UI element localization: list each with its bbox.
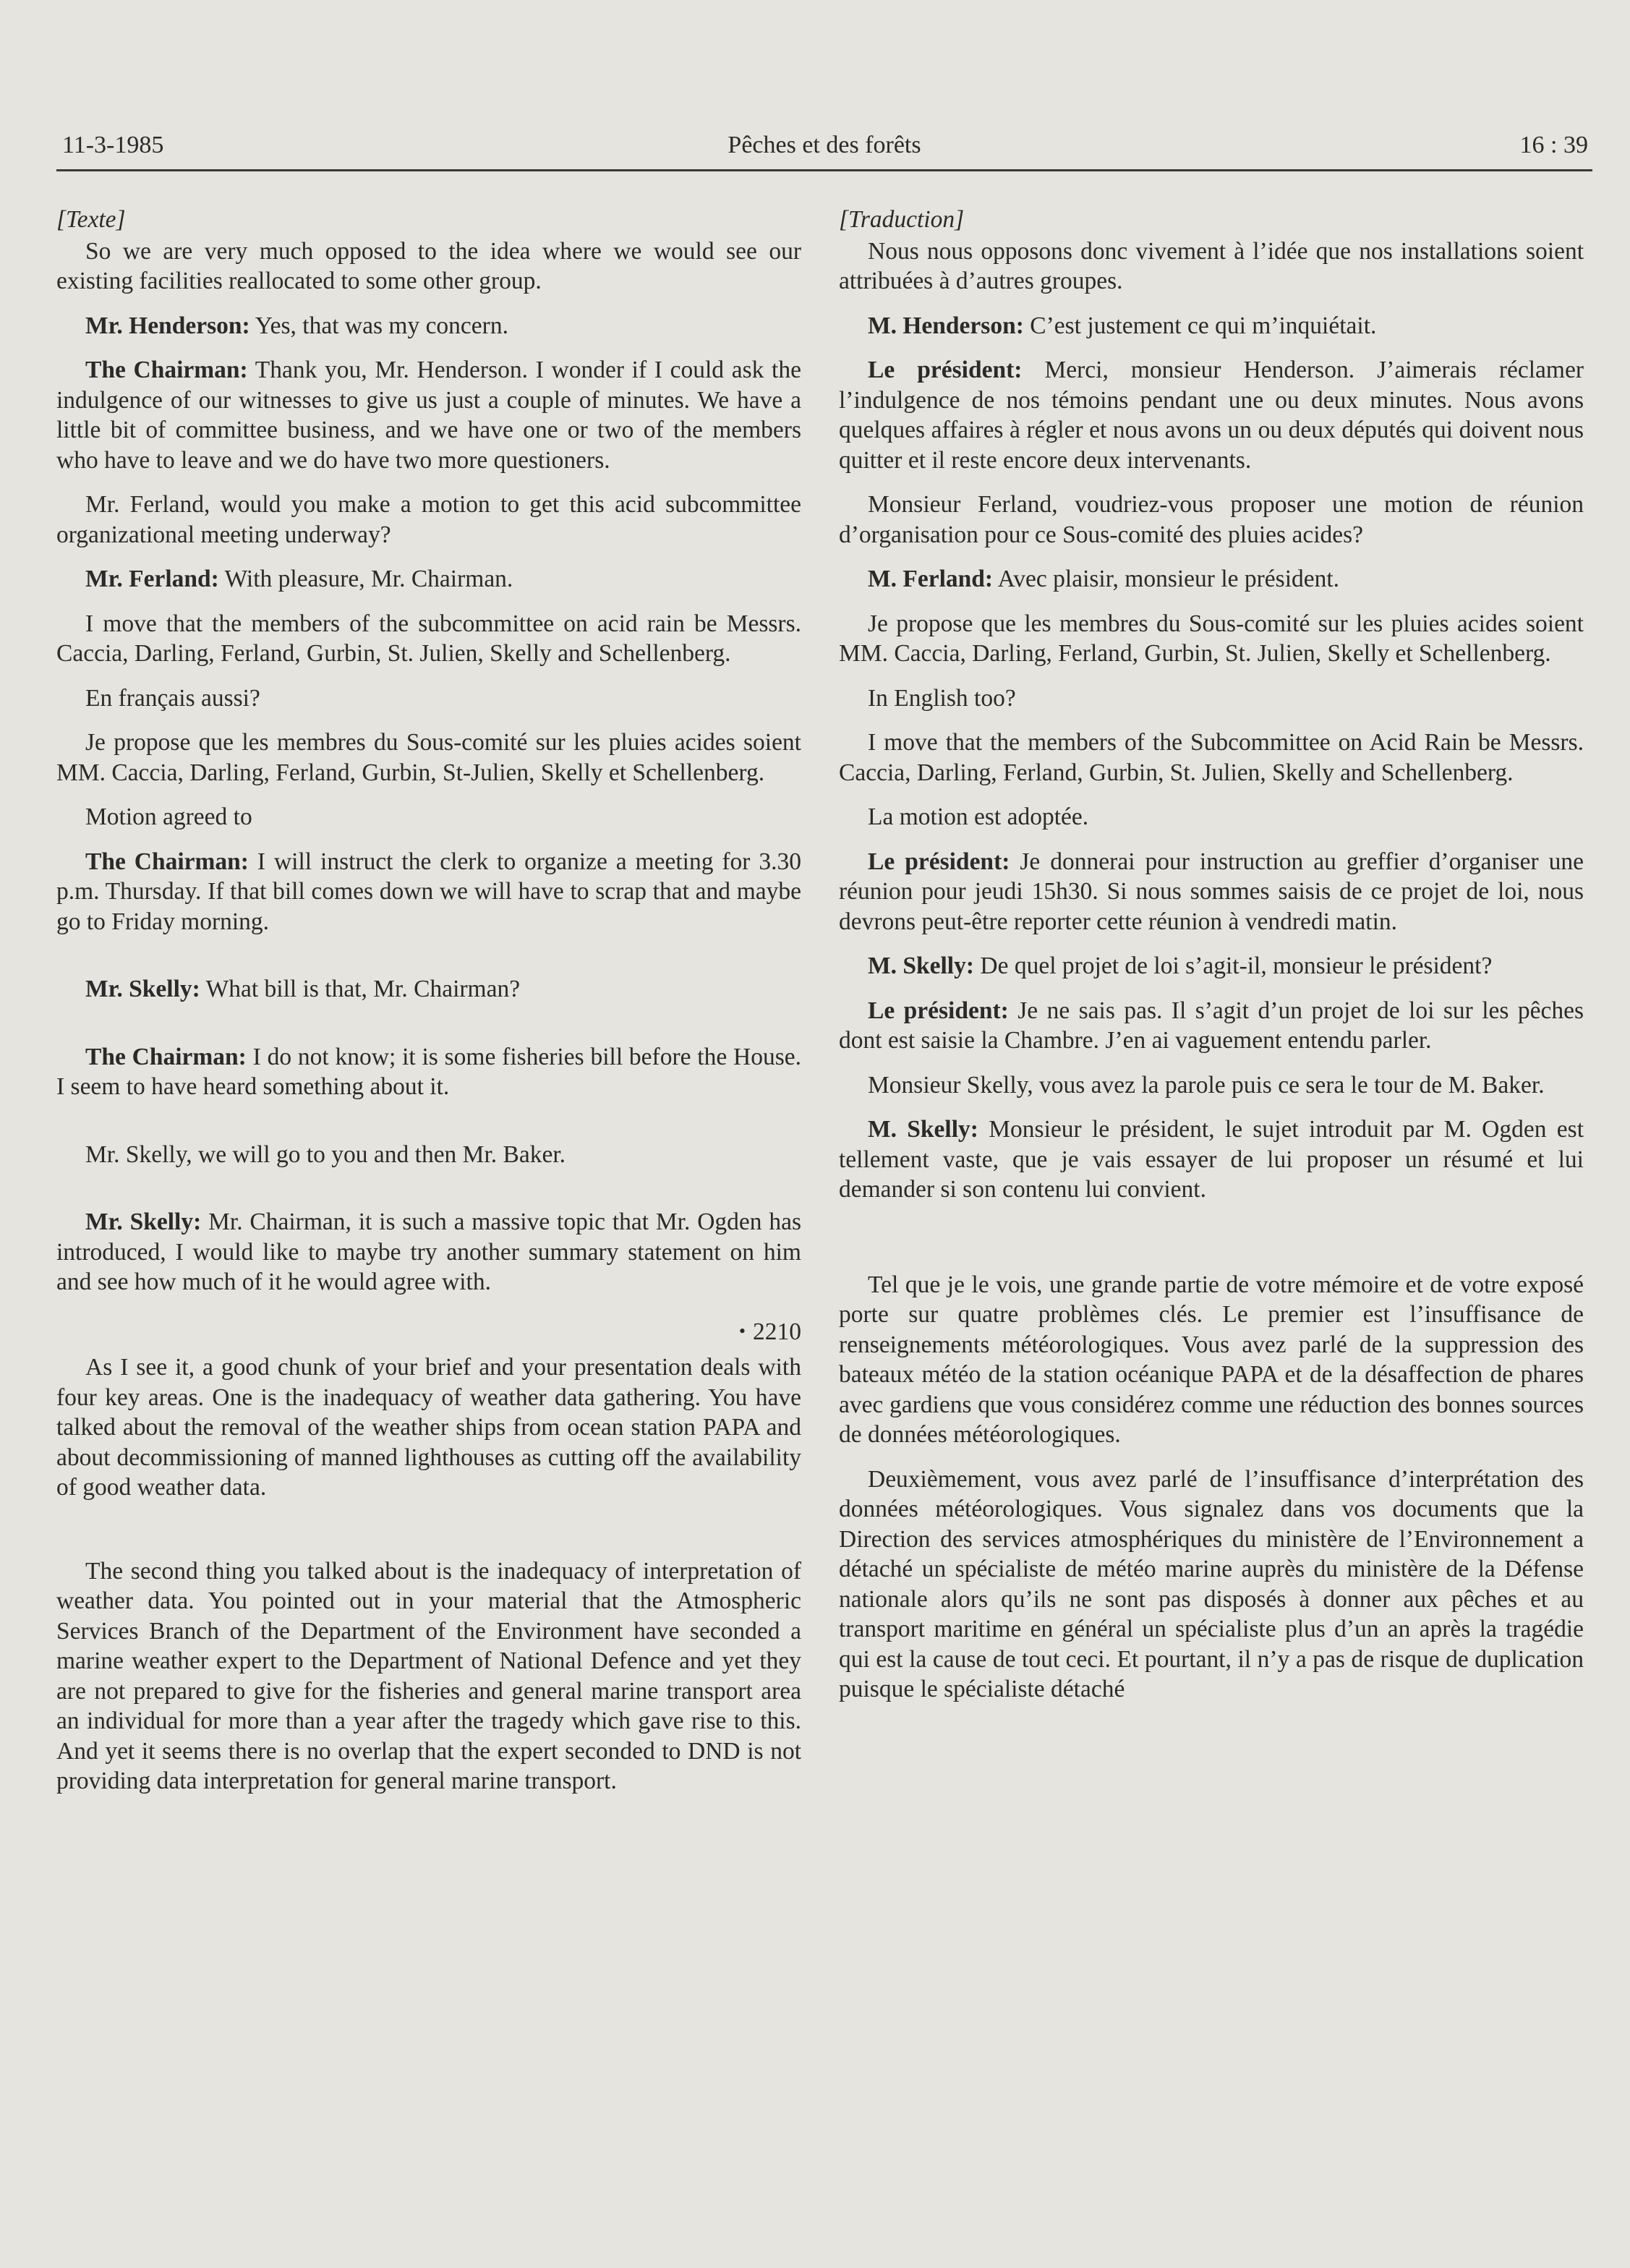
paragraph: [56, 355, 801, 475]
paragraph: Mr. Skelly, we will go to you and then Mr. Baker.: [85, 1141, 566, 1168]
header-page-number: 16 : 39: [1519, 132, 1588, 158]
speech: With pleasure, Mr. Chairman.: [218, 566, 513, 592]
bullet-icon: •: [738, 1320, 746, 1342]
paragraph: [56, 311, 801, 341]
paragraph: Tel que je le vois, une grande partie de votre mémoire et de votre exposé porte sur quatre problèmes clés. Le premier est l’insuffisance de renseignements météorologiques. Vous avez parlé de la suppression des bateaux météo de la station océanique PAPA et de la désaffection de phares avec gardiens que vous considérez comme une réduction des bonnes sources de données météorologiques.: [839, 1271, 1584, 1448]
paragraph: [56, 1042, 801, 1102]
paragraph: Je propose que les membres du Sous-comité sur les pluies acides soient MM. Caccia, Darling, Ferland, Gurbin, St. Julien, Skelly et Schellenberg.: [839, 610, 1584, 667]
speech: Thank you, Mr. Henderson. I wonder if I could ask the indulgence of our witnesses to give us just a couple of minutes. We have a little bit of committee business, and we have one or two of the members who have to leave and we do have two more questioners.: [56, 357, 801, 474]
speaker-name: Mr. Skelly:: [85, 1208, 202, 1235]
paragraph: [839, 847, 1584, 937]
time-marker-value: 2210: [753, 1318, 801, 1345]
english-column: [56, 205, 801, 1811]
paragraph: So we are very much opposed to the idea where we would see our existing facilities reallocated to some other group.: [56, 237, 801, 294]
paragraph: [839, 564, 1584, 594]
paragraph: [839, 311, 1584, 341]
paragraph: [839, 1114, 1584, 1205]
speech: Merci, monsieur Henderson. J’aimerais réclamer l’indulgence de nos témoins pendant une ou deux minutes. Nous avons quelques affaires à régler et nous avons un ou deux députés qui doivent nous quitter et il reste encore deux intervenants.: [839, 357, 1584, 474]
paragraph: Deuxièmement, vous avez parlé de l’insuffisance d’interprétation des données météorologiques. Vous signalez dans vos documents que la Direction des services atmosphériques du ministère de l’Environnement a détaché un spécialiste de météo marine auprès du ministère de la Défense nationale alors qu’ils ne sont pas disposés à donner aux pêches et au transport maritime en général un spécialiste plus d’un an après la tragédie qui est la cause de tout ceci. Et pourtant, il n’y a pas de risque de duplication puisque le spécialiste détaché: [839, 1465, 1584, 1702]
speaker-name: Le président:: [868, 997, 1009, 1024]
speaker-name: M. Ferland:: [868, 566, 994, 592]
speech: Monsieur le président, le sujet introduit par M. Ogden est tellement vaste, que je vais essayer de lui proposer un résumé et lui demander si son contenu lui convient.: [839, 1116, 1584, 1203]
paragraph: The second thing you talked about is the inadequacy of interpretation of weather data. You pointed out in your material that the Atmospheric Services Branch of the Department of the Environment have seconded a marine weather expert to the Department of National Defence and yet they are not prepared to give for the fisheries and general marine transport area an individual for more than a year after the tragedy which gave rise to this. And yet it seems there is no overlap that the expert seconded to DND is not providing data interpretation for general marine transport.: [56, 1557, 801, 1794]
speech: What bill is that, Mr. Chairman?: [200, 976, 521, 1002]
translation-tag: [Traduction]: [839, 206, 965, 233]
paragraph: Monsieur Ferland, voudriez-vous proposer une motion de réunion d’organisation pour ce Sous-comité des pluies acides?: [839, 491, 1584, 548]
paragraph: [56, 974, 801, 1005]
speaker-name: M. Henderson:: [868, 312, 1024, 339]
speaker-name: Mr. Ferland:: [85, 566, 219, 592]
paragraph: [56, 1207, 801, 1297]
speech: Mr. Chairman, it is such a massive topic that Mr. Ogden has introduced, I would like to maybe try another summary statement on him and see how much of it he would agree with.: [56, 1208, 801, 1295]
paragraph: Motion agreed to: [85, 803, 252, 830]
speaker-name: Le président:: [868, 357, 1023, 383]
speech: Je donnerai pour instruction au greffier d’organiser une réunion pour jeudi 15h30. Si nous sommes saisis de ce projet de loi, nous devrons peut-être reporter cette réunion à vendredi matin.: [839, 848, 1584, 935]
speech: C’est justement ce qui m’inquiétait.: [1023, 312, 1377, 339]
speech: I do not know; it is some fisheries bill before the House. I seem to have heard something about it.: [56, 1043, 801, 1100]
paragraph: Monsieur Skelly, vous avez la parole puis ce sera le tour de M. Baker.: [868, 1071, 1545, 1099]
speaker-name: The Chairman:: [85, 357, 248, 383]
header-title: Pêches et des forêts: [727, 132, 921, 158]
speech: De quel projet de loi s’agit-il, monsieur le président?: [974, 952, 1493, 979]
speaker-name: The Chairman:: [85, 848, 249, 875]
paragraph: [839, 355, 1584, 475]
speaker-name: Mr. Skelly:: [85, 976, 200, 1002]
speech: I will instruct the clerk to organize a meeting for 3.30 p.m. Thursday. If that bill comes down we will have to scrap that and maybe go to Friday morning.: [56, 848, 801, 935]
paragraph: [56, 847, 801, 937]
paragraph: As I see it, a good chunk of your brief and your presentation deals with four key areas. One is the inadequacy of weather data gathering. You have talked about the removal of the weather ships from ocean station PAPA and about decommissioning of manned lighthouses as cutting off the availability of good weather data.: [56, 1354, 801, 1501]
time-marker: [56, 1316, 801, 1347]
speaker-name: M. Skelly:: [868, 1116, 978, 1143]
paragraph: Mr. Ferland, would you make a motion to get this acid subcommittee organizational meeting underway?: [56, 491, 801, 548]
speech: Avec plaisir, monsieur le président.: [993, 566, 1340, 592]
paragraph: [839, 951, 1584, 981]
speech: Yes, that was my concern.: [249, 312, 508, 339]
header-date: 11-3-1985: [62, 132, 164, 158]
page-header: [56, 129, 1592, 171]
french-column: [839, 205, 1584, 1719]
paragraph: [56, 564, 801, 594]
speaker-name: M. Skelly:: [868, 952, 975, 979]
speaker-name: Le président:: [868, 848, 1010, 875]
speaker-name: The Chairman:: [85, 1043, 247, 1070]
paragraph: In English too?: [868, 684, 1016, 712]
paragraph: En français aussi?: [85, 684, 260, 712]
speaker-name: Mr. Henderson:: [85, 312, 250, 339]
paragraph: La motion est adoptée.: [868, 803, 1089, 830]
paragraph: I move that the members of the Subcommittee on Acid Rain be Messrs. Caccia, Darling, Ferland, Gurbin, St. Julien, Skelly and Schellenberg.: [839, 729, 1584, 786]
paragraph: [839, 996, 1584, 1056]
paragraph: I move that the members of the subcommittee on acid rain be Messrs. Caccia, Darling, Ferland, Gurbin, St. Julien, Skelly and Schellenberg.: [56, 610, 801, 667]
paragraph: Je propose que les membres du Sous-comité sur les pluies acides soient MM. Caccia, Darling, Ferland, Gurbin, St-Julien, Skelly et Schellenberg.: [56, 729, 801, 786]
paragraph: Nous nous opposons donc vivement à l’idée que nos installations soient attribuées à d’autres groupes.: [839, 237, 1584, 294]
text-tag: [Texte]: [56, 206, 126, 233]
speech: Je ne sais pas. Il s’agit d’un projet de loi sur les pêches dont est saisie la Chambre. J’en ai vaguement entendu parler.: [839, 997, 1584, 1054]
